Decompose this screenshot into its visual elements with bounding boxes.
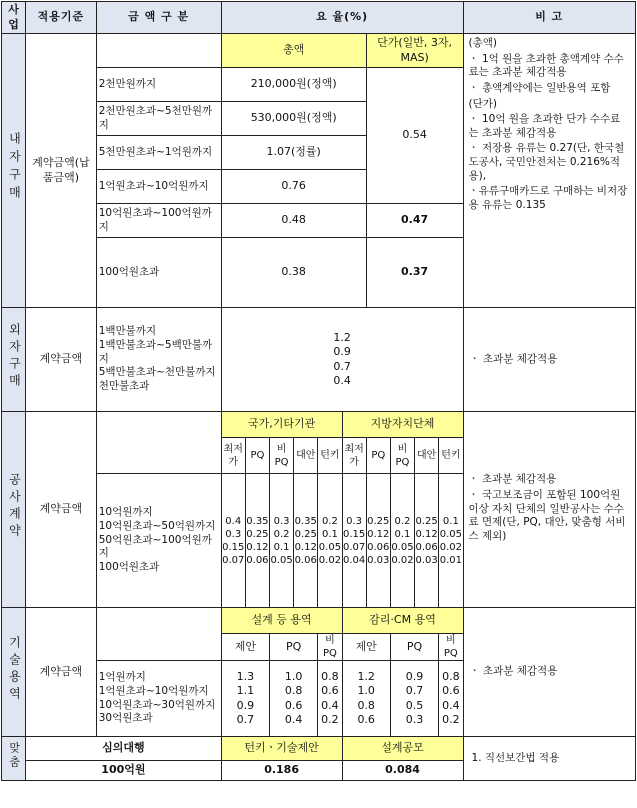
construction-group-row — [2, 412, 636, 438]
domestic-total-rate: 210,000원(정액) — [221, 68, 366, 102]
tech-range-blank — [96, 608, 221, 661]
domestic-note-6: ㆍ유류구매카드로 구매하는 비저장용 유류는 0.135 — [468, 185, 628, 212]
construction-col: 턴키 — [439, 438, 463, 474]
construction-ranges — [96, 474, 221, 608]
custom-head-turnkey: 턴키ㆍ기술제안 — [221, 737, 342, 761]
domestic-col-total: 총액 — [221, 34, 366, 68]
construction-criteria: 계약금액 — [26, 412, 97, 608]
domestic-range: 2천만원까지 — [96, 68, 221, 102]
domestic-total-rate: 1.07(정률) — [221, 136, 366, 170]
construction-col: 대안 — [415, 438, 439, 474]
domestic-note-5: ㆍ 저장용 유류는 0.27(단, 한국철도공사, 국민안전처는 0.216%적용), — [468, 142, 625, 182]
header-remarks: 비 고 — [463, 2, 635, 34]
tech-col-g2-proposal: 제안 — [342, 634, 390, 661]
foreign-criteria: 계약금액 — [26, 308, 97, 412]
domestic-note-0: (총액) — [468, 37, 497, 49]
construction-values-g2-lowest: 0.3 0.15 0.07 0.04 — [342, 474, 366, 608]
header-amount-range: 금 액 구 분 — [96, 2, 221, 34]
construction-group-local: 지방자치단체 — [342, 412, 463, 438]
domestic-range: 1억원초과~10억원까지 — [96, 170, 221, 204]
tech-group-supervision: 감리·CM 용역 — [342, 608, 463, 634]
tech-values-g1-proposal: 1.3 1.1 0.9 0.7 — [221, 661, 269, 737]
domestic-range: 100억원초과 — [96, 238, 221, 308]
domestic-note-3: (단가) — [468, 97, 497, 110]
domestic-range-blank — [96, 34, 221, 68]
header-criteria: 적용기준 — [26, 2, 97, 34]
construction-col: 최저가 — [342, 438, 366, 474]
construction-col: 턴키 — [318, 438, 342, 474]
construction-values-g1-nonpq: 0.3 0.2 0.1 0.05 — [270, 474, 294, 608]
custom-value-design-contest: 0.084 — [342, 761, 463, 781]
domestic-subheader-row — [2, 34, 636, 68]
tech-col-g1-proposal: 제안 — [221, 634, 269, 661]
tech-criteria: 계약금액 — [26, 608, 97, 737]
custom-head-row — [2, 737, 636, 761]
tech-col-g2-pq: PQ — [390, 634, 438, 661]
construction-note-1: ㆍ 국고보조금이 포함된 100억원이상 자치 단체의 일반공사는 수수료 면제(단, PQ, 대안, 맞춤형 서비스 제외) — [468, 489, 626, 542]
construction-range: 10억원까지 — [98, 506, 153, 519]
foreign-section-label: 외자구매 — [2, 308, 26, 412]
construction-values-g1-alt: 0.35 0.25 0.12 0.06 — [294, 474, 318, 608]
construction-values-g1-pq: 0.35 0.25 0.12 0.06 — [245, 474, 269, 608]
foreign-ranges — [96, 308, 221, 412]
tech-note: ㆍ 초과분 체감적용 — [463, 608, 635, 737]
tech-col-g1-pq: PQ — [270, 634, 318, 661]
tech-range: 1억원초과~10억원까지 — [98, 684, 209, 697]
foreign-note: ㆍ 초과분 체감적용 — [463, 308, 635, 412]
header-row — [2, 2, 636, 34]
custom-head-design-contest: 설계공모 — [342, 737, 463, 761]
construction-col: PQ — [366, 438, 390, 474]
construction-col: 최저가 — [221, 438, 245, 474]
domestic-criteria: 계약금액(납품금액) — [26, 34, 97, 308]
foreign-rate: 1.2 — [333, 330, 351, 344]
foreign-range: 1백만불초과~5백만불까지 — [98, 339, 213, 365]
domestic-col-unit: 단가(일반, 3자, MAS) — [366, 34, 463, 68]
construction-notes — [463, 412, 635, 608]
construction-values-g1-turnkey: 0.2 0.1 0.05 0.02 — [318, 474, 342, 608]
foreign-rates — [221, 308, 463, 412]
tech-values-g2-pq: 0.9 0.7 0.5 0.3 — [390, 661, 438, 737]
custom-value-turnkey: 0.186 — [221, 761, 342, 781]
domestic-note-4: ㆍ 10억 원을 초과한 단가 수수료는 초과분 체감적용 — [468, 113, 621, 139]
construction-group-national: 국가,기타기관 — [221, 412, 342, 438]
domestic-total-rate: 0.38 — [221, 238, 366, 308]
foreign-rate: 0.7 — [333, 359, 351, 373]
construction-range: 100억원초과 — [98, 560, 160, 573]
foreign-range: 천만불초과 — [98, 379, 150, 392]
domestic-unit-rate-shared: 0.54 — [366, 68, 463, 204]
construction-range: 50억원초과~100억원까지 — [98, 533, 212, 560]
construction-values-g2-pq: 0.25 0.12 0.06 0.03 — [366, 474, 390, 608]
domestic-notes — [463, 34, 635, 308]
domestic-range: 5천만원초과~1억원까지 — [96, 136, 221, 170]
tech-range: 30억원초과 — [98, 712, 153, 725]
tech-values-g2-proposal: 1.2 1.0 0.8 0.6 — [342, 661, 390, 737]
domestic-range: 10억원초과~100억원까지 — [96, 204, 221, 238]
custom-note: 1. 직선보간법 적용 — [463, 737, 635, 781]
construction-range: 10억원초과~50억원까지 — [98, 520, 216, 533]
construction-values-g1-lowest: 0.4 0.3 0.15 0.07 — [221, 474, 245, 608]
custom-amount: 100억원 — [26, 761, 221, 781]
custom-section-label: 맞춤 — [2, 737, 26, 781]
construction-col: PQ — [245, 438, 269, 474]
tech-col-g1-nonpq: 비PQ — [318, 634, 342, 661]
domestic-note-2: ㆍ 총액계약에는 일반용역 포함 — [468, 81, 611, 94]
custom-label: 심의대행 — [26, 737, 221, 761]
fee-rate-table — [1, 1, 636, 781]
domestic-total-rate: 530,000원(정액) — [221, 102, 366, 136]
construction-note-0: ㆍ 초과분 체감적용 — [468, 473, 557, 486]
construction-range-blank — [96, 412, 221, 474]
tech-group-row — [2, 608, 636, 634]
tech-range: 1억원까지 — [98, 671, 146, 684]
tech-values-g2-nonpq: 0.8 0.6 0.4 0.2 — [439, 661, 463, 737]
domestic-note-1: ㆍ 1억 원을 초과한 총액계약 수수료는 초과분 체감적용 — [468, 52, 624, 79]
domestic-unit-rate: 0.37 — [366, 238, 463, 308]
construction-values-g2-nonpq: 0.2 0.1 0.05 0.02 — [390, 474, 414, 608]
construction-col: 비PQ — [390, 438, 414, 474]
construction-values-g2-alt: 0.25 0.12 0.06 0.03 — [415, 474, 439, 608]
foreign-row — [2, 308, 636, 412]
foreign-range: 5백만불초과~천만불까지 — [98, 366, 216, 379]
foreign-rate: 0.9 — [333, 345, 351, 359]
foreign-rate: 0.4 — [333, 373, 351, 387]
domestic-unit-rate: 0.47 — [366, 204, 463, 238]
tech-section-label: 기술용역 — [2, 608, 26, 737]
tech-values-g1-nonpq: 0.8 0.6 0.4 0.2 — [318, 661, 342, 737]
construction-values-g2-turnkey: 0.1 0.05 0.02 0.01 — [439, 474, 463, 608]
domestic-total-rate: 0.48 — [221, 204, 366, 238]
foreign-range: 1백만불까지 — [98, 325, 157, 338]
header-business: 사업 — [2, 2, 26, 34]
tech-range: 10억원초과~30억원까지 — [98, 698, 216, 711]
domestic-section-label: 내자구매 — [2, 34, 26, 308]
tech-group-design: 설계 등 용역 — [221, 608, 342, 634]
tech-col-g2-nonpq: 비PQ — [439, 634, 463, 661]
construction-section-label: 공사계약 — [2, 412, 26, 608]
domestic-total-rate: 0.76 — [221, 170, 366, 204]
header-rate: 요 율(%) — [221, 2, 463, 34]
tech-ranges — [96, 661, 221, 737]
tech-values-g1-pq: 1.0 0.8 0.6 0.4 — [270, 661, 318, 737]
construction-col: 대안 — [294, 438, 318, 474]
domestic-range: 2천만원초과~5천만원까지 — [96, 102, 221, 136]
construction-col: 비PQ — [270, 438, 294, 474]
